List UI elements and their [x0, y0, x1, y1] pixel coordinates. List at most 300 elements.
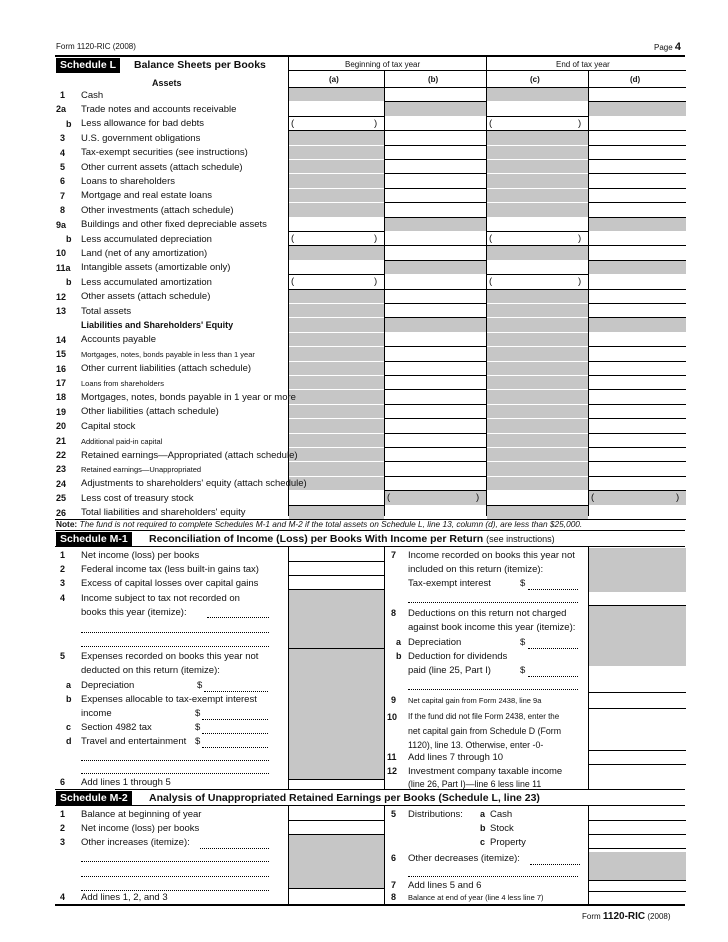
amount-cell[interactable]	[384, 447, 486, 448]
line-number: 3	[60, 837, 66, 847]
shaded-cell	[487, 146, 588, 159]
schedule-l-title: Balance Sheets per Books	[134, 59, 266, 71]
paren-open: (	[291, 276, 295, 288]
col-a-head: (a)	[329, 75, 339, 84]
amount-cell[interactable]	[588, 891, 686, 892]
line-number: 19	[56, 406, 67, 417]
line-label: Mortgages, notes, bonds payable in less than 1 year	[81, 350, 255, 360]
amount-cell[interactable]	[384, 173, 486, 174]
dollar-sign: $	[520, 665, 526, 676]
paren-open: (	[387, 492, 391, 504]
line-label: Net income (loss) per books	[81, 550, 200, 561]
amount-cell[interactable]	[588, 188, 686, 189]
paren-open: (	[291, 117, 295, 129]
amount-cell[interactable]	[486, 274, 588, 275]
line-label: Less accumulated depreciation	[81, 233, 212, 245]
line-number: 17	[56, 378, 67, 388]
line-label: paid (line 25, Part I)	[408, 665, 491, 676]
boy-header: Beginning of tax year	[345, 60, 421, 69]
amount-cell[interactable]	[384, 361, 486, 362]
line-letter: b	[480, 823, 486, 833]
col-b-head: (b)	[428, 75, 439, 84]
line-number: 8	[60, 205, 66, 216]
line-number: 7	[391, 880, 397, 890]
line-label: Other investments (attach schedule)	[81, 204, 234, 216]
shaded-cell	[289, 290, 384, 303]
amount-cell[interactable]	[288, 820, 384, 821]
shaded-cell	[589, 606, 686, 666]
amount-cell[interactable]	[384, 418, 486, 419]
line-number: 4	[60, 593, 66, 603]
line-number: 9a	[56, 219, 67, 230]
line-number: 12	[387, 766, 398, 776]
shaded-cell	[289, 506, 384, 519]
line-number: b	[66, 118, 72, 129]
line-label: Distributions:	[408, 809, 463, 820]
line-number: 11a	[56, 262, 71, 273]
paren-open: (	[291, 233, 295, 244]
amount-cell[interactable]	[588, 289, 686, 290]
line-label: Accounts payable	[81, 334, 156, 346]
line-label: Retained earnings—Unappropriated	[81, 465, 202, 475]
line-label: Other decreases (itemize):	[408, 853, 520, 864]
amount-cell[interactable]	[588, 389, 686, 390]
line-label: Property	[490, 837, 526, 848]
amount-cell[interactable]	[588, 476, 686, 477]
assets-heading: Assets	[152, 78, 182, 88]
line-label: deducted on this return (itemize):	[81, 665, 220, 676]
line-number: 5	[60, 651, 66, 661]
line-label: Loans from shareholders	[81, 379, 164, 388]
line-number: 23	[56, 464, 67, 475]
shaded-cell	[589, 102, 686, 115]
line-letter: c	[66, 722, 72, 732]
shaded-cell	[385, 491, 486, 504]
itemize-line[interactable]	[207, 617, 269, 618]
shaded-cell	[289, 174, 384, 187]
amount-cell[interactable]	[288, 561, 384, 562]
shaded-cell	[289, 88, 384, 101]
amount-cell[interactable]	[588, 202, 686, 203]
line-number: 1	[60, 550, 66, 560]
amount-cell[interactable]	[588, 159, 686, 160]
shaded-cell	[487, 419, 588, 432]
liabilities-heading: Liabilities and Shareholders' Equity	[81, 320, 234, 331]
shaded-cell	[289, 390, 384, 403]
amount-cell[interactable]	[384, 461, 486, 462]
line-label: Intangible assets (amortizable only)	[81, 262, 231, 274]
amount-cell[interactable]	[588, 245, 686, 246]
shaded-cell	[289, 333, 384, 346]
paren-close: )	[578, 233, 582, 244]
line-number: 4	[60, 892, 66, 902]
amount-cell[interactable]	[588, 433, 686, 434]
schedule-m1-badge: Schedule M-1	[56, 532, 132, 547]
shaded-cell	[487, 477, 588, 490]
amount-line[interactable]	[528, 648, 578, 649]
amount-cell[interactable]	[588, 834, 686, 835]
line-number: 7	[391, 550, 397, 560]
line-label: Mortgage and real estate loans	[81, 190, 212, 202]
amount-cell[interactable]	[588, 820, 686, 821]
line-label: books this year (itemize):	[81, 607, 187, 618]
shaded-cell	[487, 304, 588, 317]
line-label: (line 26, Part I)—line 6 less line 11	[408, 779, 542, 789]
line-number: 5	[60, 162, 66, 172]
amount-line[interactable]	[528, 676, 578, 677]
line-label: Income recorded on books this year not	[408, 550, 575, 561]
paren-open: (	[489, 276, 493, 288]
line-label: Less allowance for bad debts	[81, 118, 205, 130]
amount-cell[interactable]	[384, 346, 486, 347]
dollar-sign: $	[195, 708, 201, 719]
line-label: Section 4982 tax	[81, 722, 152, 733]
line-label: Deductions on this return not charged	[408, 608, 567, 619]
amount-cell[interactable]	[384, 145, 486, 146]
line-label: Tax-exempt securities (see instructions)	[81, 147, 248, 159]
shaded-cell	[487, 333, 588, 346]
line-label: Travel and entertainment	[81, 736, 187, 747]
amount-cell[interactable]	[588, 880, 686, 881]
itemize-line[interactable]	[408, 689, 578, 690]
paren-open: (	[591, 492, 595, 504]
line-label: Loans to shareholders	[81, 175, 176, 187]
line-label: Tax-exempt interest	[408, 578, 491, 589]
line-number: 1	[60, 809, 66, 819]
shaded-cell	[487, 131, 588, 144]
line-letter: a	[396, 637, 402, 647]
shaded-cell	[589, 318, 686, 331]
line-number: 10	[387, 712, 398, 722]
form-header-id: Form 1120-RIC (2008)	[56, 42, 136, 51]
line-label: Other current liabilities (attach schedule)	[81, 363, 252, 375]
paren-close: )	[476, 492, 480, 504]
shaded-cell	[487, 390, 588, 403]
line-label: Trade notes and accounts receivable	[81, 103, 237, 115]
line-label: Less accumulated amortization	[81, 276, 212, 288]
amount-cell[interactable]	[588, 418, 686, 419]
line-number: 11	[387, 752, 397, 762]
line-number: 20	[56, 421, 67, 432]
shaded-cell	[385, 218, 486, 231]
amount-cell[interactable]	[588, 361, 686, 362]
shaded-cell	[289, 304, 384, 317]
line-label: against book income this year (itemize):	[408, 622, 576, 633]
line-number: 3	[60, 578, 66, 588]
shaded-cell	[289, 131, 384, 144]
paren-open: (	[489, 233, 493, 244]
amount-cell[interactable]	[384, 433, 486, 434]
itemize-line[interactable]	[81, 632, 269, 633]
line-label: 1120), line 13. Otherwise, enter -0-	[408, 740, 544, 750]
amount-cell[interactable]	[588, 692, 686, 693]
paren-close: )	[578, 276, 582, 288]
amount-cell[interactable]	[288, 231, 384, 232]
shaded-cell	[289, 146, 384, 159]
note: Note: The fund is not required to complete Schedules M-1 and M-2 if the total assets on Schedule L, line 13, column (d), are less than $25,000.	[56, 519, 583, 529]
amount-cell[interactable]	[288, 274, 384, 275]
itemize-line[interactable]	[408, 876, 578, 877]
line-label: Stock	[490, 823, 514, 834]
schedule-m1-title: Reconciliation of Income (Loss) per Books With Income per Return (see instructions)	[149, 533, 555, 545]
line-number: 12	[56, 291, 67, 302]
line-label: Balance at beginning of year	[81, 809, 202, 820]
schedule-l-badge: Schedule L	[56, 58, 120, 73]
schedule-m2-badge: Schedule M-2	[56, 791, 132, 806]
eoy-header: End of tax year	[556, 60, 610, 69]
line-number: 1	[60, 90, 66, 100]
line-number: 21	[56, 435, 67, 446]
itemize-line[interactable]	[81, 890, 269, 891]
shaded-cell	[289, 462, 384, 475]
shaded-cell	[487, 434, 588, 447]
line-number: 9	[391, 695, 397, 705]
line-number: 26	[56, 507, 67, 518]
amount-cell[interactable]	[588, 848, 686, 849]
line-number: 24	[56, 478, 67, 489]
paren-close: )	[578, 117, 582, 129]
line-label: Income subject to tax not recorded on	[81, 593, 240, 604]
line-label: Adjustments to shareholders' equity (attach schedule)	[81, 478, 307, 490]
line-label: Less cost of treasury stock	[81, 492, 194, 504]
amount-cell[interactable]	[588, 708, 686, 709]
line-label: Net income (loss) per books	[81, 823, 200, 834]
shaded-cell	[289, 246, 384, 259]
line-label: Retained earnings—Appropriated (attach schedule)	[81, 449, 298, 461]
line-letter: c	[480, 837, 486, 847]
line-label: Add lines 7 through 10	[408, 752, 504, 763]
paren-open: (	[489, 117, 493, 129]
amount-cell[interactable]	[588, 303, 686, 304]
itemize-line[interactable]	[81, 861, 269, 862]
shaded-cell	[487, 347, 588, 360]
line-letter: d	[66, 736, 72, 746]
line-label: Add lines 1, 2, and 3	[81, 892, 168, 903]
shaded-cell	[589, 218, 686, 231]
line-number: 15	[56, 349, 67, 360]
amount-cell[interactable]	[588, 750, 686, 751]
shaded-cell	[589, 261, 686, 274]
line-number: 8	[391, 608, 397, 618]
shaded-cell	[487, 174, 588, 187]
line-label: Expenses recorded on books this year not	[81, 651, 259, 662]
amount-cell[interactable]	[384, 476, 486, 477]
dollar-sign: $	[520, 578, 526, 589]
shaded-cell	[385, 318, 486, 331]
amount-cell[interactable]	[288, 116, 384, 117]
amount-cell[interactable]	[588, 173, 686, 174]
amount-cell[interactable]	[588, 404, 686, 405]
itemize-line[interactable]	[200, 848, 269, 849]
amount-cell[interactable]	[288, 575, 384, 576]
line-label: Total assets	[81, 305, 132, 317]
shaded-cell	[289, 649, 384, 779]
itemize-line[interactable]	[81, 646, 269, 647]
amount-cell[interactable]	[588, 145, 686, 146]
schedule-m2-title: Analysis of Unappropriated Retained Earnings per Books (Schedule L, line 23)	[149, 792, 540, 804]
shaded-cell	[289, 835, 384, 888]
line-number: 10	[56, 248, 67, 259]
amount-cell[interactable]	[588, 130, 686, 131]
footer: Form 1120-RIC (2008)	[582, 911, 671, 922]
line-label: Additional paid-in capital	[81, 436, 163, 446]
shaded-cell	[487, 318, 588, 331]
amount-cell[interactable]	[588, 375, 686, 376]
amount-cell[interactable]	[384, 245, 486, 246]
line-label: Land (net of any amortization)	[81, 247, 208, 259]
shaded-cell	[589, 852, 686, 880]
line-label: net capital gain from Schedule D (Form	[408, 726, 562, 736]
line-number: 4	[60, 147, 66, 158]
shaded-cell	[289, 160, 384, 173]
shaded-cell	[289, 419, 384, 432]
line-number: 6	[60, 777, 66, 787]
line-number: 8	[391, 892, 397, 902]
amount-line[interactable]	[202, 747, 268, 748]
line-label: Federal income tax (less built-in gains tax)	[81, 564, 259, 575]
amount-cell[interactable]	[588, 764, 686, 765]
amount-line[interactable]	[528, 589, 578, 590]
line-label: Add lines 1 through 5	[81, 777, 171, 788]
shaded-cell	[487, 448, 588, 461]
amount-cell[interactable]	[588, 447, 686, 448]
line-label: Other current assets (attach schedule)	[81, 161, 243, 173]
line-number: 3	[60, 133, 66, 144]
line-label: Depreciation	[81, 680, 135, 691]
line-number: 13	[56, 306, 67, 316]
shaded-cell	[487, 88, 588, 101]
line-label: Cash	[490, 809, 513, 820]
itemize-line[interactable]	[81, 760, 269, 761]
dollar-sign: $	[195, 722, 201, 733]
amount-cell[interactable]	[588, 346, 686, 347]
line-label: Buildings and other fixed depreciable assets	[81, 219, 267, 231]
line-label: Deduction for dividends	[408, 651, 508, 662]
line-number: 16	[56, 363, 67, 374]
line-label: income	[81, 708, 112, 719]
amount-cell[interactable]	[384, 404, 486, 405]
page-label: Page 4	[654, 41, 682, 53]
shaded-cell	[487, 376, 588, 389]
shaded-cell	[487, 160, 588, 173]
line-label: Total liabilities and shareholders' equity	[81, 507, 246, 519]
shaded-cell	[487, 405, 588, 418]
shaded-cell	[289, 347, 384, 360]
shaded-cell	[289, 203, 384, 216]
shaded-cell	[487, 506, 588, 519]
paren-close: )	[374, 117, 378, 129]
shaded-cell	[589, 491, 686, 504]
shaded-cell	[589, 548, 686, 592]
amount-cell[interactable]	[486, 116, 588, 117]
paren-close: )	[374, 276, 378, 288]
shaded-cell	[289, 590, 384, 648]
line-label: Depreciation	[408, 637, 462, 648]
line-number: 6	[60, 176, 66, 187]
line-label: Mortgages, notes, bonds payable in 1 year or more	[81, 391, 296, 403]
shaded-cell	[385, 261, 486, 274]
line-number: 7	[60, 190, 66, 201]
amount-cell[interactable]	[384, 159, 486, 160]
amount-line[interactable]	[204, 691, 268, 692]
line-number: 2a	[56, 104, 67, 115]
amount-cell[interactable]	[384, 375, 486, 376]
shaded-cell	[487, 203, 588, 216]
col-d-head: (d)	[630, 75, 641, 84]
line-label: Balance at end of year (line 4 less line 7)	[408, 893, 544, 902]
line-label: U.S. government obligations	[81, 132, 201, 144]
amount-cell[interactable]	[384, 130, 486, 131]
amount-cell[interactable]	[486, 231, 588, 232]
line-label: Other increases (itemize):	[81, 837, 190, 848]
line-label: Other liabilities (attach schedule)	[81, 406, 219, 418]
line-label: Expenses allocable to tax-exempt interest	[81, 694, 257, 705]
paren-close: )	[676, 492, 680, 504]
line-number: b	[66, 277, 72, 288]
line-label: Other assets (attach schedule)	[81, 291, 211, 303]
shaded-cell	[289, 405, 384, 418]
dollar-sign: $	[195, 736, 201, 747]
line-label: Excess of capital losses over capital gains	[81, 578, 259, 589]
amount-cell[interactable]	[384, 389, 486, 390]
line-label: included on this return (itemize):	[408, 564, 544, 575]
line-number: b	[66, 234, 72, 244]
shaded-cell	[385, 102, 486, 115]
shaded-cell	[289, 189, 384, 202]
shaded-cell	[289, 362, 384, 375]
shaded-cell	[487, 362, 588, 375]
top-rule	[55, 55, 685, 57]
shaded-cell	[289, 376, 384, 389]
itemize-line[interactable]	[81, 773, 269, 774]
col-c-head: (c)	[530, 75, 540, 84]
amount-cell[interactable]	[384, 303, 486, 304]
line-number: 5	[391, 809, 397, 819]
line-label: Net capital gain from Form 2438, line 9a	[408, 696, 542, 705]
shaded-cell	[487, 246, 588, 259]
line-label: Cash	[81, 89, 104, 101]
line-label: Capital stock	[81, 420, 136, 432]
shaded-cell	[289, 448, 384, 461]
amount-cell[interactable]	[384, 188, 486, 189]
line-number: 25	[56, 493, 67, 504]
line-number: 6	[391, 853, 397, 863]
itemize-line[interactable]	[81, 876, 269, 877]
line-label: If the fund did not file Form 2438, enter the	[408, 712, 560, 721]
shaded-cell	[487, 462, 588, 475]
dollar-sign: $	[197, 680, 203, 691]
shaded-cell	[487, 290, 588, 303]
line-letter: a	[66, 680, 72, 690]
amount-line[interactable]	[202, 719, 268, 720]
line-number: 22	[56, 450, 67, 460]
line-number: 18	[56, 392, 67, 403]
dollar-sign: $	[520, 637, 526, 648]
itemize-line[interactable]	[408, 602, 578, 603]
shaded-cell	[289, 318, 384, 331]
amount-cell[interactable]	[384, 289, 486, 290]
line-number: 2	[60, 564, 66, 574]
amount-cell[interactable]	[588, 461, 686, 462]
line-letter: b	[66, 694, 72, 704]
amount-line[interactable]	[202, 733, 268, 734]
itemize-line[interactable]	[530, 864, 580, 865]
amount-cell[interactable]	[384, 202, 486, 203]
line-number: 2	[60, 823, 66, 833]
shaded-cell	[487, 189, 588, 202]
line-number: 14	[56, 334, 67, 345]
line-letter: a	[480, 809, 486, 819]
